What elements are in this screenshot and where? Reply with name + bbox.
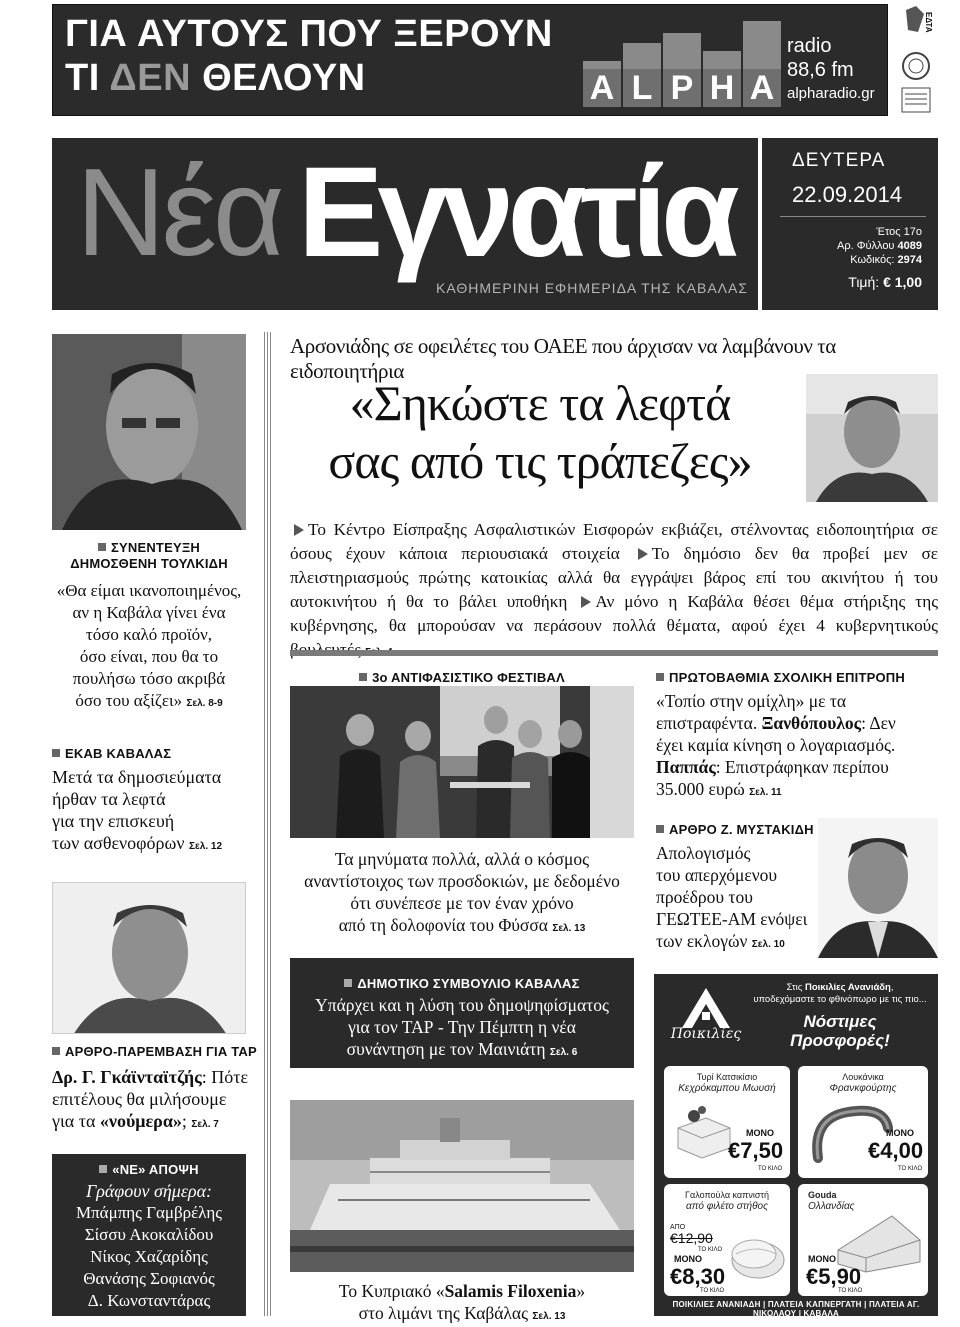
opinion-box[interactable] — [52, 1154, 246, 1316]
alpha-logo: A L P H A — [583, 19, 843, 107]
ekav-kicker: ΕΚΑΒ ΚΑΒΑΛΑΣ — [52, 746, 171, 761]
deli-slogan: Νόστιμες Προσφορές! — [790, 1012, 890, 1050]
masthead[interactable] — [52, 138, 758, 310]
deli-advertisement[interactable] — [654, 974, 938, 1316]
interview-kicker: ΣΥΝΕΝΤΕΥΞΗ — [52, 540, 246, 555]
deli-address: ΠΟΙΚΙΛΙΕΣ ΑΝΑΝΙΑΔΗ | ΠΛΑΤΕΙΑ ΚΑΠΝΕΡΓΑΤΗ | ΠΛΑΤΕΙΑ ΑΓ. ΝΙΚΟΛΑΟΥ | ΚΑΒΑΛΑ — [672, 1300, 920, 1318]
section-divider — [290, 650, 938, 656]
opinion-kicker: «ΝΕ» ΑΠΟΨΗ — [52, 1162, 246, 1177]
issue-year: Έτος 17ο — [876, 226, 922, 238]
issue-number: Αρ. Φύλλου 4089 — [836, 240, 922, 252]
article-kicker: ΑΡΘΡΟ Ζ. ΜΥΣΤΑΚΙΔΗ — [656, 822, 814, 837]
school-kicker: ΠΡΩΤΟΒΑΘΜΙΑ ΣΧΟΛΙΚΗ ΕΠΙΤΡΟΠΗ — [656, 670, 905, 685]
gaintaitzis-photo[interactable] — [52, 882, 246, 1034]
council-story: Υπάρχει και η λύση του δημοψηφίσματος για τον ΤΑΡ - Την Πέμπτη η νέα συνάντηση με τον Μαινιάτη Σελ. 6 — [315, 995, 609, 1059]
product-card-frankfurters[interactable]: Λουκάνικα Φρανκφούρτης ΜΟΝΟ €4,00 ΤΟ ΚΙΛΟ — [798, 1066, 928, 1178]
deli-logo-text: Ποικιλίες — [670, 1026, 742, 1042]
council-kicker: ΔΗΜΟΤΙΚΟ ΣΥΜΒΟΥΛΙΟ ΚΑΒΑΛΑΣ — [290, 976, 634, 991]
lead-body[interactable]: Το Κέντρο Είσπραξης Ασφαλιστικών Εισφορών εκβιάζει, στέλνοντας ειδοποιητήρια σε όσους έχουν κάποια περιουσιακά στοιχεία Το δημόσιο δεν θα προβεί μεν σε πλειστηριασμούς πρώτης κατοικίας αλλά θα εγγράψει βάρος επί του ακινήτου ή του αυτοκινήτου ή θα το βάλει υποθήκη Αν μόνο η Καβάλα θέσει θέμα στήριξης της κυβέρνησης, θα μπορούσαν να περάσουν πολλά θέματα, αφού έχει 4 κυβερνητικούς — [290, 520, 939, 635]
sliced-turkey-icon — [726, 1224, 786, 1288]
masthead-title-bold: Εγνατία — [298, 141, 734, 284]
arsoniadis-photo[interactable] — [806, 374, 938, 502]
product-card-smoked-turkey[interactable]: Γαλοπούλα καπνιστή από φιλέτο στήθος ΑΠΟ €12,90 ΤΟ ΚΙΛΟ ΜΟΝΟ €8,30 ΤΟ ΚΙΛΟ — [664, 1184, 790, 1296]
tap-story[interactable]: Δρ. Γ. Γκάϊνταϊτζής: Πότε επιτέλους θα μιλήσουμε για τα «νούμερα»; Σελ. 7 — [52, 1067, 249, 1131]
column-divider — [264, 332, 271, 1316]
interview-kicker-name: ΔΗΜΟΣΘΕΝΗ ΤΟΥΛΚΙΔΗ — [70, 556, 228, 571]
festival-photo[interactable] — [290, 686, 634, 838]
issue-code: Κωδικός: 2974 — [850, 254, 922, 266]
ad-frequency: 88,6 fm — [787, 59, 854, 81]
deli-intro: Στις Ποικιλίες Ανανιάδη, υποδεχόμαστε το φθινόπωρο με τις πιο... — [753, 982, 927, 1005]
radio-advertisement[interactable] — [52, 4, 888, 116]
article-story[interactable]: Απολογισμός του απερχόμενου προέδρου του ΓΕΩΤΕΕ-ΑΜ ενόψει των εκλογών Σελ. 10 — [656, 843, 808, 951]
man-portrait-icon — [818, 818, 938, 958]
festival-story[interactable]: Τα μηνύματα πολλά, αλλά ο κόσμος αναντίστοιχος των προσδοκιών, με δεδομένο ότι συνέπεσε με τον έναν χρόνο από τη δολοφονία του Φύσσα Σελ. 13 — [304, 849, 620, 935]
old-price: €12,90 — [670, 1230, 713, 1246]
man-portrait-icon — [806, 374, 938, 502]
ad-slogan-line-1: ΓΙΑ ΑΥΤΟΥΣ ΠΟΥ ΞΕΡΟΥΝ — [65, 13, 553, 55]
festival-panel-icon — [290, 686, 634, 838]
cruise-ship-icon — [290, 1100, 634, 1272]
product-card-gouda[interactable]: Gouda Ολλανδίας ΜΟΝΟ €5,90 ΤΟ ΚΙΛΟ — [798, 1184, 928, 1296]
product-card-goat-cheese[interactable]: Τυρί Κατσικίσιο Κεχρόκαμπου Μωυσή ΜΟΝΟ €7,50 ΤΟ ΚΙΛΟ — [664, 1066, 790, 1178]
ad-slogan-line-2: ΤΙ ΔΕΝ ΘΕΛΟΥΝ — [65, 57, 366, 99]
edta-label: ΕΔΤΑ — [924, 12, 933, 33]
ship-story[interactable]: Το Κυπριακό «Salamis Filoxenia» στο λιμάνι της Καβάλας Σελ. 13 — [338, 1281, 586, 1323]
mystakidis-photo[interactable] — [818, 818, 938, 958]
opinion-intro: Γράφουν σήμερα: — [85, 1181, 213, 1201]
tap-kicker: ΑΡΘΡΟ-ΠΑΡΕΜΒΑΣΗ ΓΙΑ ΤΑΡ — [52, 1044, 257, 1059]
issue-info-box — [762, 138, 938, 310]
interview-photo[interactable] — [52, 334, 246, 530]
lead-headline[interactable]: «Σηκώστε τα λεφτά σας από τις τράπεζες» — [328, 375, 752, 489]
ad-radio-label: radio — [787, 35, 832, 57]
publisher-logos — [896, 4, 936, 116]
festival-kicker: 3ο ΑΝΤΙΦΑΣΙΣΤΙΚΟ ΦΕΣΤΙΒΑΛ — [290, 670, 634, 685]
cheese-icon — [672, 1098, 736, 1162]
opinion-authors: Μπάμπης Γαμβρέλης Σίσσυ Ακοκαλίδου Νίκος Χαζαρίδης Θανάσης Σοφιανός Δ. Κωνσταντάρας — [75, 1203, 222, 1310]
interview-quote[interactable]: «Θα είμαι ικανοποιημένος, αν η Καβάλα γίνει ένα τόσο καλό προϊόν, όσο είναι, που θα το πουλήσω τόσο ακριβά όσο του αξίζει» Σελ. 8-9 — [56, 581, 242, 710]
masthead-subtitle: ΚΑΘΗΜΕΡΙΝΗ ΕΦΗΜΕΡΙΔΑ ΤΗΣ ΚΑΒΑΛΑΣ — [436, 280, 749, 296]
masthead-title-light: Νέα — [76, 144, 281, 282]
ad-website[interactable]: alpharadio.gr — [787, 85, 875, 102]
lead-kicker: Αρσονιάδης σε οφειλέτες του ΟΑΕΕ που άρχισαν να λαμβάνουν τα ειδοποιητήρια — [290, 334, 836, 383]
council-box[interactable] — [290, 958, 634, 1068]
ship-photo[interactable] — [290, 1100, 634, 1272]
school-story[interactable]: «Τοπίο στην ομίχλη» με τα επιστραφέντα. Ξανθόπουλος: Δεν έχει καμία κίνηση ο λογαριασμός. Παππάς: Επιστράφηκαν περίπου 35.000 ευρώ Σελ. 11 — [656, 691, 896, 799]
issue-day: ΔΕΥΤΕΡΑ — [792, 150, 886, 171]
issue-price: Τιμή: € 1,00 — [848, 274, 922, 290]
man-portrait-icon — [52, 334, 246, 530]
issue-date: 22.09.2014 — [792, 182, 903, 207]
man-portrait-icon — [53, 883, 246, 1034]
ekav-story[interactable]: Μετά τα δημοσιεύματα ήρθαν τα λεφτά για την επισκευή των ασθενοφόρων Σελ. 12 — [52, 767, 223, 853]
